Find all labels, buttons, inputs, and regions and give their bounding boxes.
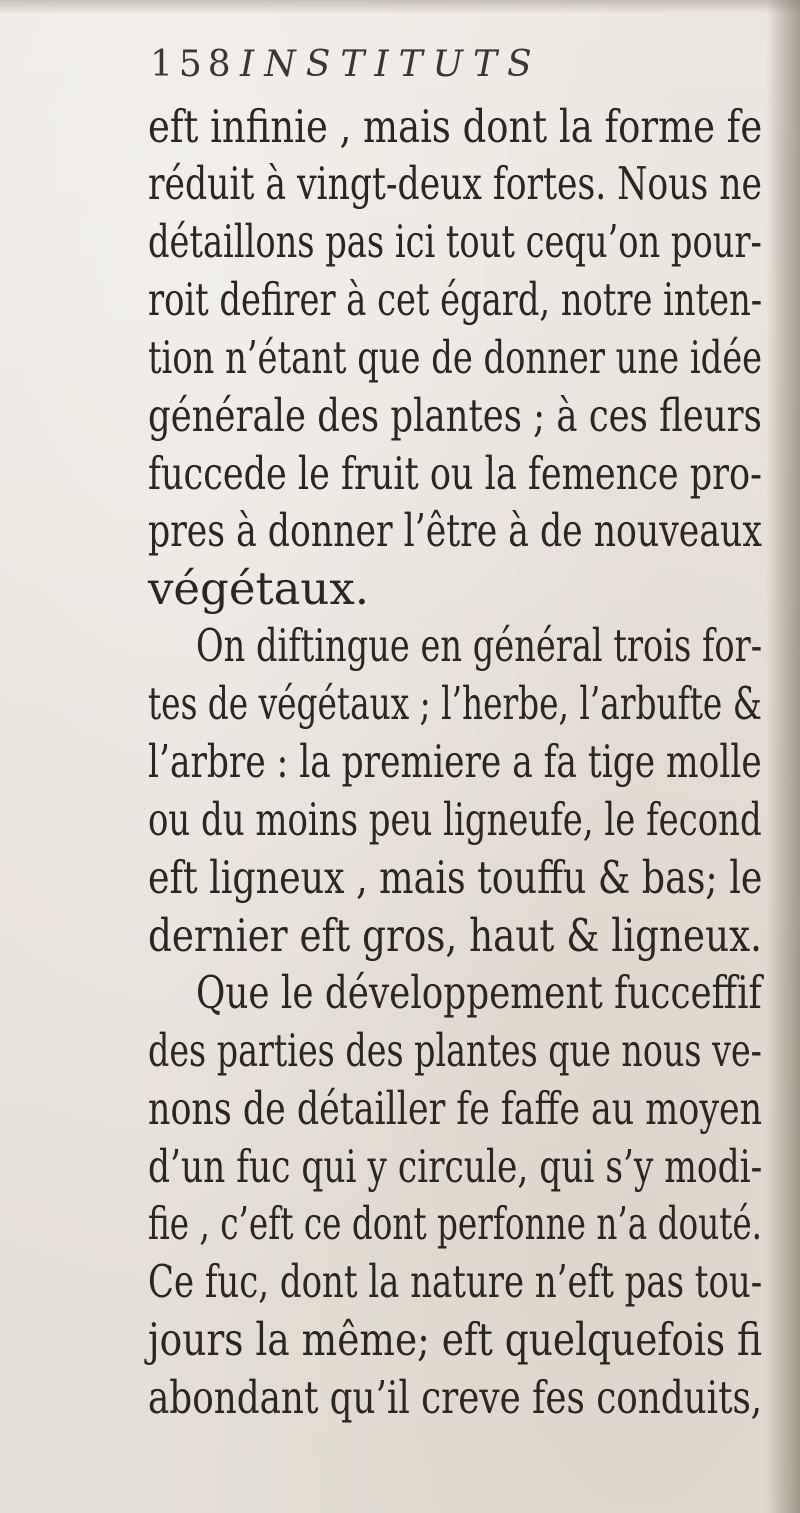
running-head: INSTITUTS bbox=[240, 44, 542, 85]
text-line: roit defirer à cet égard, notre inten- bbox=[148, 273, 763, 326]
text-line: tion n’étant que de donner une idée bbox=[148, 331, 763, 384]
text-line: pres à donner l’être à de nouveaux bbox=[148, 504, 762, 557]
text-line: l’arbre : la premiere a fa tige molle bbox=[148, 735, 762, 788]
text-line: des parties des plantes que nous ve- bbox=[148, 1024, 762, 1077]
text-line: végétaux. bbox=[148, 562, 370, 615]
text-line: eft ligneux , mais touffu & bas; le bbox=[148, 851, 763, 904]
text-line: réduit à vingt-deux fortes. Nous ne bbox=[148, 157, 763, 210]
text-line: jours la même; eft quelquefois fi bbox=[148, 1313, 762, 1366]
text-line: d’un fuc qui y circule, qui s’y modi- bbox=[148, 1140, 763, 1193]
text-line: On diftingue en général trois for- bbox=[196, 619, 763, 672]
text-line: abondant qu’il creve fes conduits, bbox=[148, 1371, 763, 1424]
text-line: tes de végétaux ; l’herbe, l’arbufte & bbox=[148, 677, 762, 730]
text-line: fuccede le fruit ou la femence pro- bbox=[148, 447, 762, 500]
text-line: nons de détailler fe faffe au moyen bbox=[148, 1082, 763, 1135]
page-number: 158 bbox=[150, 44, 237, 85]
text-line: ou du moins peu ligneufe, le fecond bbox=[148, 793, 762, 846]
text-line: dernier eft gros, haut & ligneux. bbox=[148, 909, 762, 962]
text-line: eft infinie , mais dont la forme fe bbox=[148, 100, 763, 153]
text-line: Ce fuc, dont la nature n’eft pas tou- bbox=[148, 1255, 763, 1308]
text-line: générale des plantes ; à ces fleurs bbox=[148, 389, 762, 442]
text-line: fie , c’eft ce dont perfonne n’a douté. bbox=[148, 1197, 763, 1250]
text-line: Que le développement fucceffif bbox=[196, 966, 762, 1019]
text-line: détaillons pas ici tout cequ’on pour- bbox=[148, 215, 762, 268]
